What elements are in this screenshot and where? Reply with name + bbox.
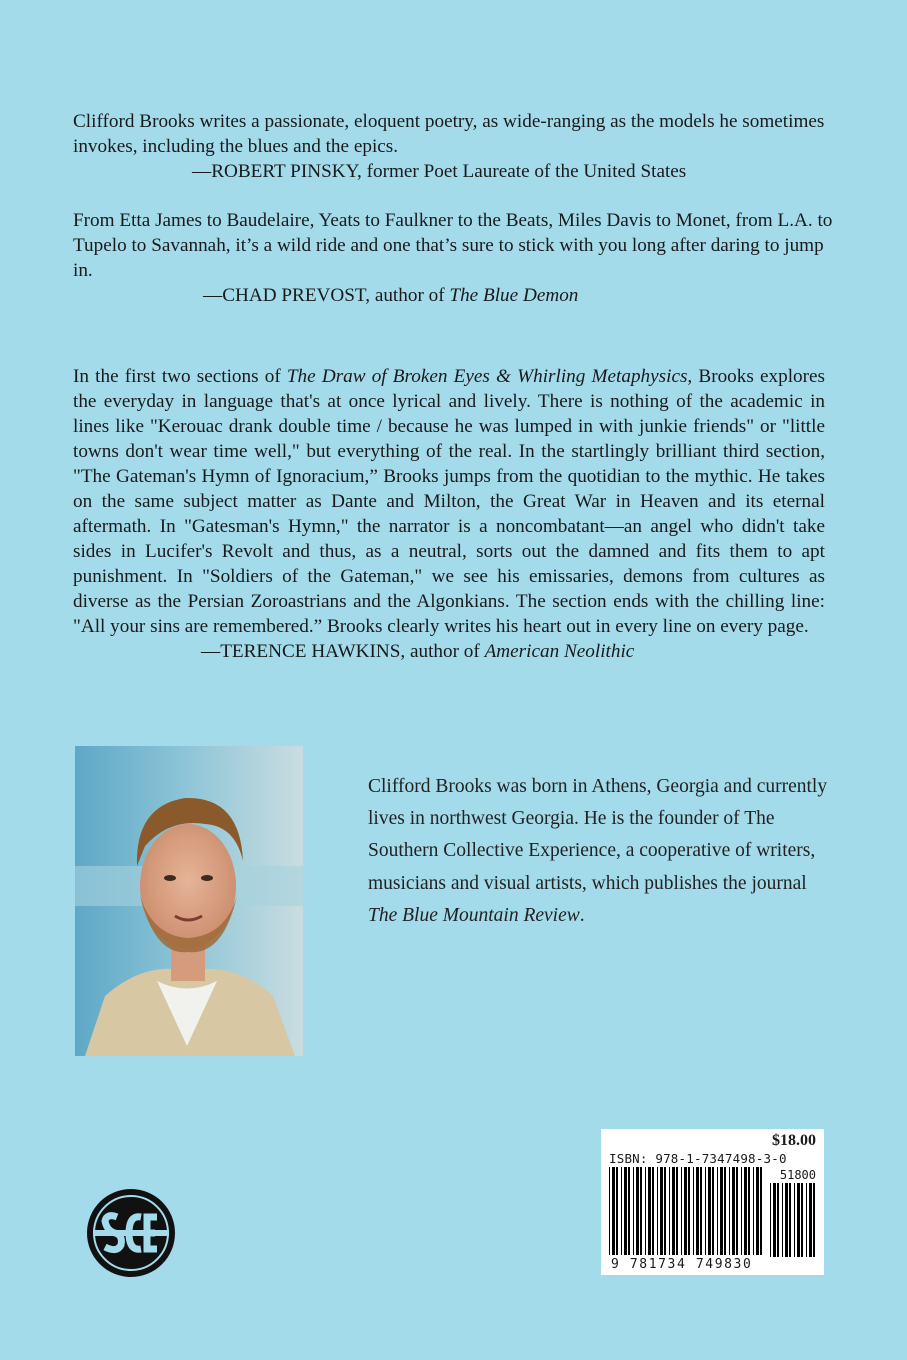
- barcode-bar: [693, 1167, 694, 1255]
- barcode-bar: [696, 1167, 699, 1255]
- barcode-bar: [717, 1167, 718, 1255]
- barcode-bar: [720, 1167, 723, 1255]
- barcode-bar: [785, 1183, 788, 1257]
- barcode-bar: [777, 1183, 779, 1257]
- barcode-bar: [801, 1183, 803, 1257]
- barcode-bar: [705, 1167, 706, 1255]
- barcode-bar: [797, 1183, 800, 1257]
- price-addon-code: 51800: [779, 1168, 816, 1182]
- author-photo: [75, 746, 303, 1056]
- barcode-bar: [741, 1167, 742, 1255]
- barcode-bar: [744, 1167, 747, 1255]
- barcode-bar: [684, 1167, 687, 1255]
- barcode-bar: [657, 1167, 658, 1255]
- barcode-bar: [708, 1167, 711, 1255]
- barcode-bar: [652, 1167, 654, 1255]
- barcode-bar: [628, 1167, 630, 1255]
- quote-text: In the first two sections of The Draw of Broken Eyes & Whirling Metaphysics, Brooks explores the everyday in language that's at once lyrical and lively. There is nothing of the academic in lines like "Kerouac drank double time / because he was lumped in with junkie friends" or "little towns don't wear time well," but everything of the real. In the startlingly brilliant third section, "The Gateman's Hymn of Ignoracium,” Brooks jumps from the quotidian to the mythic. He takes on the same subject matter as Dante and Milton, the Great War in Heaven and its eternal aftermath. In "Gatesman's Hymn," the narrator is a noncombatant—an angel who didn't take sides in Lucifer's Revolt and thus, as a neutral, sorts out the damned and fits them to apt punishment. In "Soldiers of the Gateman," we see his emissaries, demons from cultures as diverse as the Persian Zoroastrians and the Algonkians. The section ends with the chilling line: "All your sins are remembered.” Brooks clearly writes his heart out in every line on every page.: [73, 366, 825, 637]
- barcode-bar: [660, 1167, 663, 1255]
- publisher-logo: [85, 1187, 177, 1279]
- barcode-bar: [612, 1167, 615, 1255]
- barcode-bar: [770, 1183, 771, 1257]
- barcode-bar: [672, 1167, 675, 1255]
- price: $18.00: [772, 1132, 816, 1149]
- quote-attribution: —TERENCE HAWKINS, author of American Neolithic: [201, 641, 635, 662]
- barcode-bar: [782, 1183, 783, 1257]
- barcode-bar: [756, 1167, 759, 1255]
- barcode-bar: [676, 1167, 678, 1255]
- barcode-bar: [732, 1167, 735, 1255]
- quote-text: Clifford Brooks writes a passionate, eloquent poetry, as wide-ranging as the models he sometimes invokes, including the blues and the epics.: [73, 111, 825, 157]
- barcode-bar: [609, 1167, 610, 1255]
- barcode-bar: [794, 1183, 795, 1257]
- barcode-bar: [729, 1167, 730, 1255]
- book-title: The Draw of Broken Eyes & Whirling Metaphysics,: [286, 366, 693, 387]
- barcode-bar: [712, 1167, 714, 1255]
- barcode-bar: [645, 1167, 646, 1255]
- quote-attribution: —CHAD PREVOST, author of The Blue Demon: [203, 285, 579, 306]
- praise-quote-hawkins: [73, 364, 825, 664]
- barcode-bar: [773, 1183, 776, 1257]
- praise-quote-prevost: [73, 208, 833, 308]
- quote-text: From Etta James to Baudelaire, Yeats to Faulkner to the Beats, Miles Davis to Monet, from L.A. to Tupelo to Savannah, it’s a wild ride and one that’s sure to stick with you long after daring to jump in.: [73, 210, 833, 281]
- barcode-bar: [813, 1183, 815, 1257]
- isbn-barcode: [601, 1129, 824, 1275]
- barcode-bar: [621, 1167, 622, 1255]
- barcode-bar: [760, 1167, 762, 1255]
- barcode-bar: [681, 1167, 682, 1255]
- barcode-bar: [664, 1167, 666, 1255]
- isbn-number: ISBN: 978-1-7347498-3-0: [609, 1151, 787, 1166]
- ean-number: 9 781734 749830: [611, 1257, 753, 1272]
- barcode-bar: [724, 1167, 726, 1255]
- barcode-bar: [669, 1167, 670, 1255]
- author-bio: Clifford Brooks was born in Athens, Georgia and currently lives in northwest Georgia. He is the founder of The Southern Collective Experience, a cooperative of writers, musicians and visual artists, which publishes the journal The Blue Mountain Review.: [368, 776, 828, 926]
- praise-quote-pinsky: [73, 109, 833, 184]
- barcode-bar: [648, 1167, 651, 1255]
- barcode-bar: [809, 1183, 812, 1257]
- journal-title: The Blue Mountain Review: [368, 904, 580, 926]
- barcode-bar: [633, 1167, 634, 1255]
- barcode-bars: [607, 1167, 767, 1259]
- barcode-bar: [789, 1183, 791, 1257]
- barcode-bar: [748, 1167, 750, 1255]
- quote-attribution: —ROBERT PINSKY, former Poet Laureate of the United States: [192, 161, 687, 182]
- barcode-bar: [700, 1167, 702, 1255]
- barcode-bar: [616, 1167, 618, 1255]
- barcode-bar: [688, 1167, 690, 1255]
- barcode-bar: [736, 1167, 738, 1255]
- barcode-bar: [624, 1167, 627, 1255]
- barcode-bar: [640, 1167, 642, 1255]
- addon-barcode-bars: [768, 1183, 816, 1257]
- attribution-book-title: American Neolithic: [484, 641, 635, 662]
- attribution-book-title: The Blue Demon: [449, 285, 579, 306]
- barcode-bar: [806, 1183, 807, 1257]
- barcode-bar: [753, 1167, 754, 1255]
- barcode-bar: [636, 1167, 639, 1255]
